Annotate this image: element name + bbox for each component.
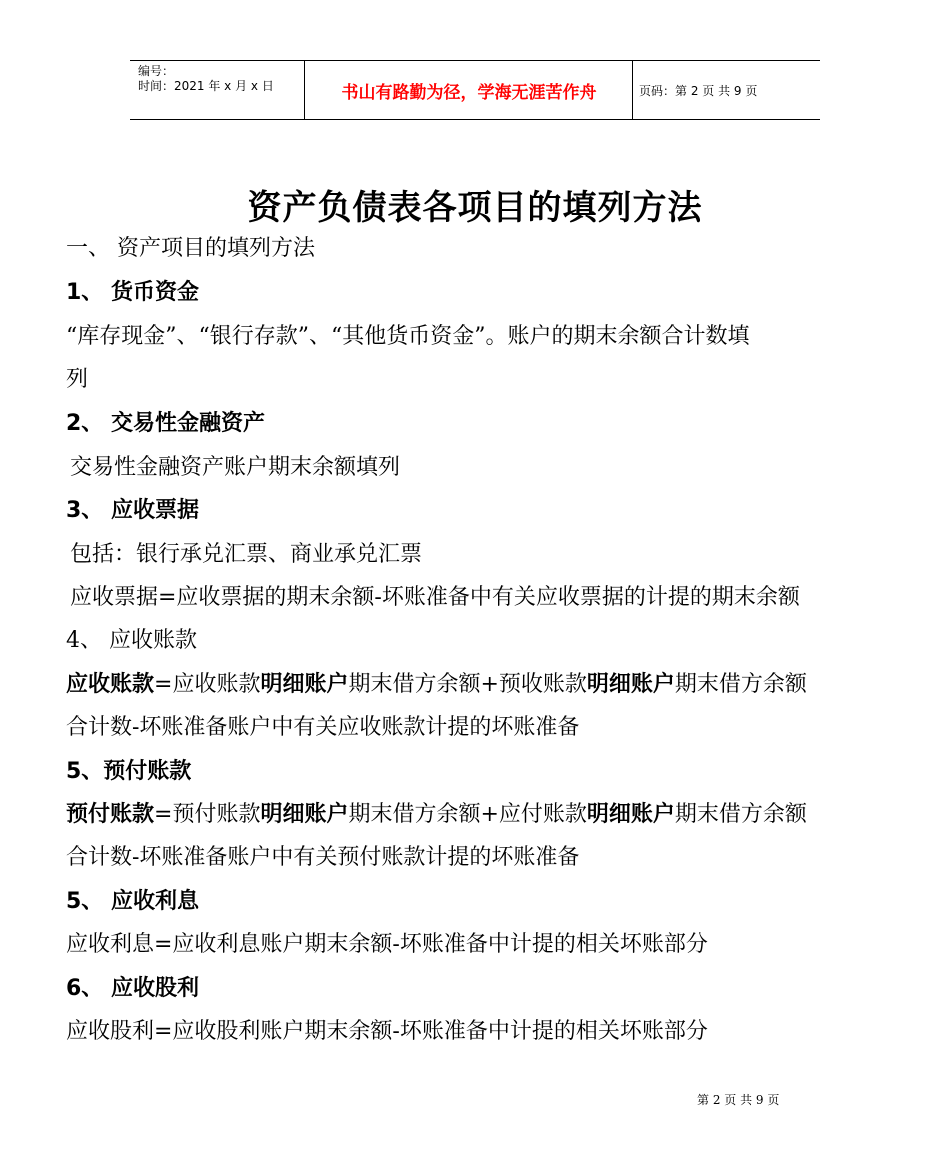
item-heading: 1、 货币资金 — [66, 280, 199, 305]
item-text: 应收股利=应收股利账户期末余额-坏账准备中计提的相关坏账部分 — [66, 1019, 708, 1044]
item-text: 应收利息=应收利息账户期末余额-坏账准备中计提的相关坏账部分 — [66, 932, 708, 957]
item-heading: 3、 应收票据 — [66, 498, 199, 523]
item-formula — [66, 800, 807, 830]
item-text: 合计数-坏账准备账户中有关应收账款计提的坏账准备 — [66, 715, 580, 740]
item-text: 列 — [66, 367, 89, 392]
formula-part: 期末借方余额+应付账款 — [348, 802, 587, 827]
item-text: “库存现金”、“银行存款”、“其他货币资金”。账户的期末余额合计数填 — [66, 324, 750, 349]
item-text: 应收票据=应收票据的期末余额-坏账准备中有关应收票据的计提的期末余额 — [70, 585, 800, 610]
header-page-info: 页码：第 2 页 共 9 页 — [639, 83, 758, 98]
section-heading: 一、 资产项目的填列方法 — [66, 236, 315, 261]
item-heading: 5、预付账款 — [66, 759, 192, 784]
page-footer: 第 2 页 共 9 页 — [697, 1093, 780, 1107]
bold-term: 明细账户 — [260, 802, 349, 827]
header-motto: 书山有路勤为径，学海无涯苦作舟 — [306, 61, 633, 119]
item-heading: 2、 交易性金融资产 — [66, 411, 265, 436]
item-heading: 5、 应收利息 — [66, 889, 199, 914]
bold-term: 应收账款 — [66, 672, 155, 697]
doc-date: 时间：2021 年 x 月 x 日 — [138, 79, 274, 93]
formula-part: =应收账款 — [154, 672, 261, 697]
doc-number: 编号： — [138, 64, 175, 78]
formula-part: =预付账款 — [154, 802, 261, 827]
item-text: 合计数-坏账准备账户中有关预付账款计提的坏账准备 — [66, 845, 580, 870]
formula-part: 期末借方余额 — [674, 672, 807, 697]
item-text: 包括：银行承兑汇票、商业承兑汇票 — [70, 542, 423, 567]
item-heading: 4、 应收账款 — [66, 628, 197, 653]
document-title: 资产负债表各项目的填列方法 — [247, 188, 703, 228]
bold-term: 明细账户 — [586, 802, 675, 827]
item-formula — [66, 670, 807, 700]
bold-term: 明细账户 — [586, 672, 675, 697]
formula-part: 期末借方余额+预收账款 — [348, 672, 587, 697]
bold-term: 明细账户 — [260, 672, 349, 697]
item-text: 交易性金融资产账户期末余额填列 — [70, 455, 401, 480]
item-heading: 6、 应收股利 — [66, 976, 199, 1001]
bold-term: 预付账款 — [66, 802, 155, 827]
header-meta — [130, 61, 305, 119]
page-header — [130, 60, 820, 120]
formula-part: 期末借方余额 — [674, 802, 807, 827]
